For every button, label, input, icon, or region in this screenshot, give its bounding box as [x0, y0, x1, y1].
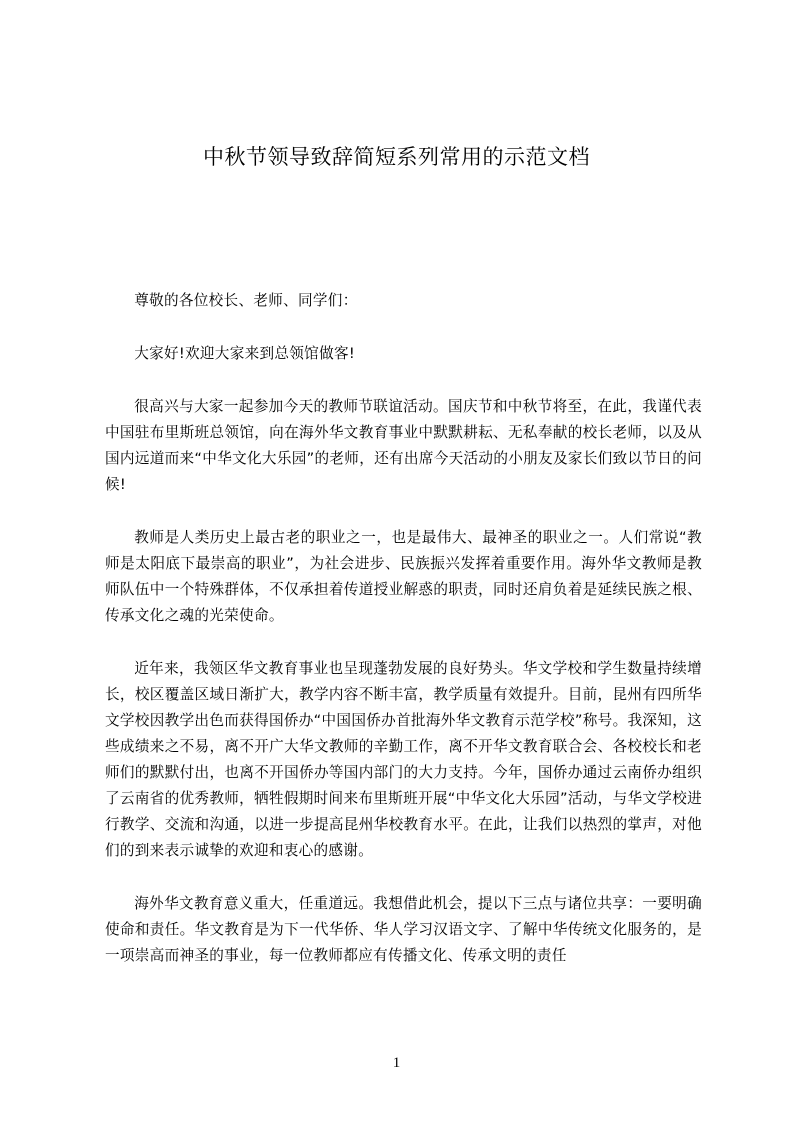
- body-paragraph: 近年来，我领区华文教育事业也呈现蓬勃发展的良好势头。华文学校和学生数量持续增长，校区覆盖区域日渐扩大，教学内容不断丰富，教学质量有效提升。目前，昆州有四所华文学校因教学出色而获得国侨办“中国国侨办首批海外华文教育示范学校”称号。我深知，这些成绩来之不易，离不开广大华文教师的辛勤工作，离不开华文教育联合会、各校校长和老师们的默默付出，也离不开国侨办等国内部门的大力支持。今年，国侨办通过云南侨办组织了云南省的优秀教师，牺牲假期时间来布里斯班开展“中华文化大乐园”活动，与华文学校进行教学、交流和沟通，以进一步提高昆州华校教育水平。在此，让我们以热烈的掌声，对他们的到来表示诚挚的欢迎和衷心的感谢。: [105, 660, 702, 859]
- document-title: 中秋节领导致辞简短系列常用的示范文档: [203, 145, 590, 169]
- body-paragraph: 海外华文教育意义重大，任重道远。我想借此机会，提以下三点与诸位共享：一要明确使命和责任。华文教育是为下一代华侨、华人学习汉语文字、了解中华传统文化服务的，是一项崇高而神圣的事业，每一位教师都应有传播文化、传承文明的责任: [105, 895, 702, 964]
- body-paragraph: 很高兴与大家一起参加今天的教师节联谊活动。国庆节和中秋节将至，在此，我谨代表中国驻布里斯班总领馆，向在海外华文教育事业中默默耕耘、无私奉献的校长老师，以及从国内远道而来“中华文化大乐园”的老师，还有出席今天活动的小朋友及家长们致以节日的问候!: [105, 398, 702, 493]
- body-paragraph: 教师是人类历史上最古老的职业之一，也是最伟大、最神圣的职业之一。人们常说“教师是太阳底下最崇高的职业”，为社会进步、民族振兴发挥着重要作用。海外华文教师是教师队伍中一个特殊群体，不仅承担着传道授业解惑的职责，同时还肩负着是延续民族之根、传承文化之魂的光荣使命。: [105, 529, 702, 624]
- page-number: 1: [392, 1055, 401, 1071]
- salutation-paragraph: 尊敬的各位校长、老师、同学们：: [134, 292, 358, 309]
- document-body: [105, 288, 702, 996]
- greeting-paragraph: 大家好!欢迎大家来到总领馆做客!: [134, 345, 356, 362]
